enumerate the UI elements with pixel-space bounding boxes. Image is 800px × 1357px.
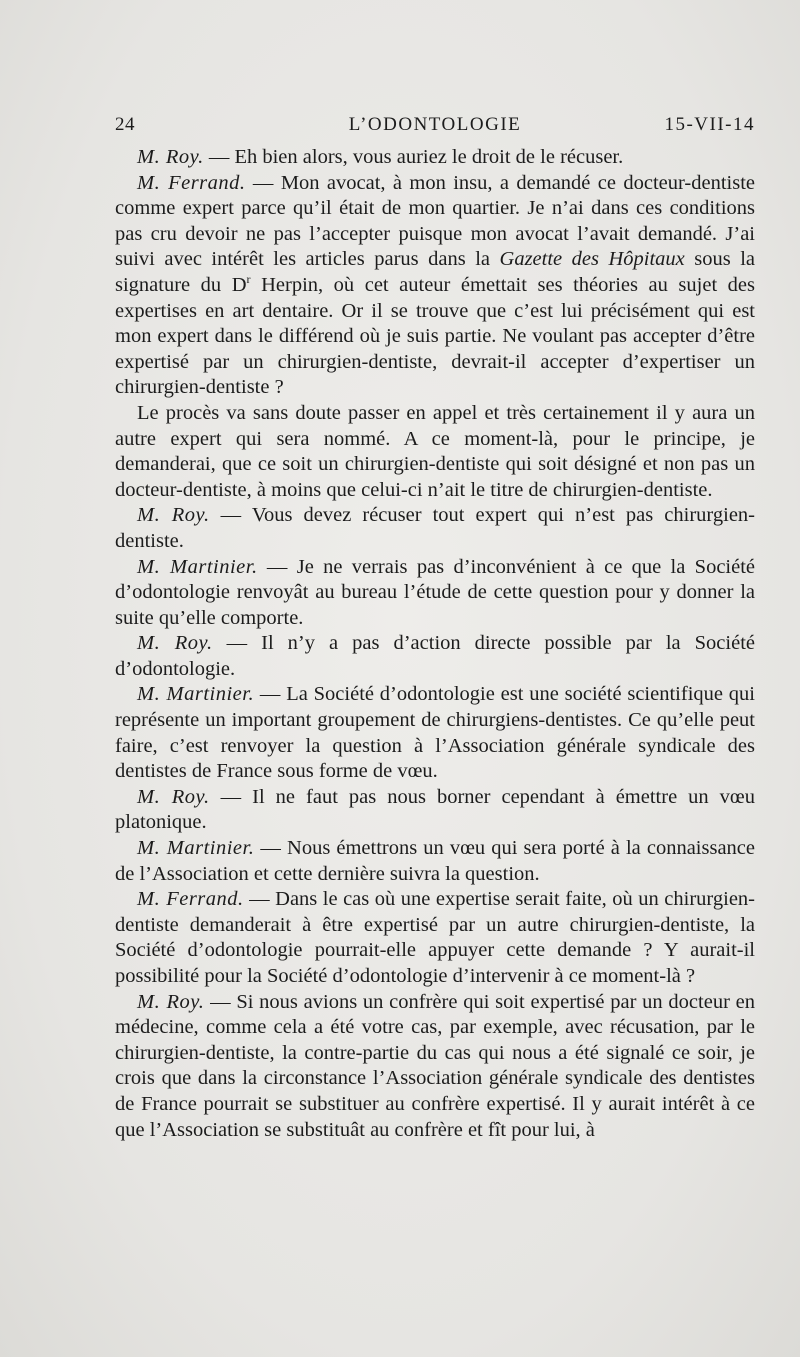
speaker-name: M. Roy. bbox=[137, 990, 205, 1013]
paragraph bbox=[115, 682, 755, 784]
paragraph bbox=[115, 631, 755, 682]
speaker-name: M. Roy. bbox=[137, 504, 210, 527]
paragraph bbox=[115, 555, 755, 632]
speaker-name: M. Roy. bbox=[137, 146, 204, 168]
speech-text: — Si nous avions un confrère qui soit expertisé par un docteur en médecine, comme cela a été votre cas, par exemple, avec récusation, par le chirurgien-dentiste, la contre-partie du cas qui nous a été signalé ce soir, je crois que dans la circonstance l’Association générale syndicale des dentistes de France pourrait se substituer au confrère expertisé. Il y aurait intérêt à ce que l’Association se substituât au confrère et fît pour lui, à bbox=[115, 990, 755, 1141]
speech-text: — Il ne faut pas nous borner cependant à émettre un vœu platonique. bbox=[115, 785, 755, 834]
speaker-name: M. Ferrand. bbox=[137, 888, 244, 911]
paragraph bbox=[115, 145, 755, 171]
speech-text: sous la signature du D bbox=[115, 248, 756, 296]
speaker-name: M. Martinier. bbox=[137, 837, 255, 860]
paragraph bbox=[115, 887, 755, 989]
speech-text: Le procès va sans doute passer en appel et très certainement il y aura un autre expert qui sera nommé. A ce moment-là, pour le principe, je demanderai, que ce soit un chirurgien-dentiste qui soit désigné et non pas un docteur-dentiste, à moins que celui-ci n’ait le titre de chirurgien-dentiste. bbox=[115, 401, 755, 501]
speech-text: — Dans le cas où une expertise serait faite, où un chirurgien-dentiste demanderait à être expertisé par un autre chirurgien-dentiste, la Société d’odontologie pourrait-elle appuyer cette demande ? Y aurait-il possibilité pour la Société d’odontologie d’intervenir à ce moment-là ? bbox=[115, 888, 755, 987]
speaker-name: M. Martinier. bbox=[137, 555, 258, 578]
publication-title: Gazette des Hôpitaux bbox=[499, 248, 685, 271]
speech-text: — Mon avocat, à mon insu, a demandé ce docteur-dentiste comme expert parce qu’il était de mon quartier. Je n’ai dans ces conditions pas cru devoir ne pas l’accepter puisque mon avocat l’avait demandé. J’ai suivi avec intérêt les articles parus dans la bbox=[115, 171, 756, 271]
speaker-name: M. Roy. bbox=[137, 632, 213, 655]
paragraph bbox=[115, 785, 755, 836]
body-text bbox=[115, 145, 755, 1143]
superscript: r bbox=[246, 272, 251, 287]
issue-date: 15-VII-14 bbox=[664, 114, 755, 135]
page-number: 24 bbox=[115, 114, 135, 135]
speaker-name: M. Roy. bbox=[137, 785, 210, 808]
speaker-name: M. Ferrand. bbox=[137, 171, 246, 194]
paragraph bbox=[115, 171, 755, 401]
speech-text: — Il n’y a pas d’action directe possible par la Société d’odontologie. bbox=[115, 632, 755, 680]
paragraph bbox=[115, 503, 755, 554]
speaker-name: M. Martinier. bbox=[137, 683, 255, 706]
paragraph bbox=[115, 401, 755, 503]
speech-text: — Nous émettrons un vœu qui sera porté à la connaissance de l’Association et cette dernière suivra la question. bbox=[115, 837, 755, 885]
paragraph bbox=[115, 990, 755, 1144]
speech-text: Herpin, où cet auteur émettait ses théories au sujet des expertises en art dentaire. Or il se trouve que c’est lui précisément qui est mon expert dans le différend où je suis partie. Ne voulant pas accepter d’être expertisé par un chirurgien-dentiste, devrait-il accepter d’expertiser un chirurgien-dentiste ? bbox=[115, 273, 756, 399]
speech-text: — La Société d’odontologie est une société scientifique qui représente un important groupement de chirurgiens-dentistes. Ce qu’elle peut faire, c’est renvoyer la question à l’Association générale syndicale des dentistes de France sous forme de vœu. bbox=[115, 683, 755, 783]
running-header bbox=[115, 114, 755, 138]
speech-text: — Vous devez récuser tout expert qui n’est pas chirurgien-dentiste. bbox=[115, 504, 755, 552]
speech-text: — Je ne verrais pas d’inconvénient à ce que la Société d’odontologie renvoyât au bureau l’étude de cette question pour y donner la suite qu’elle comporte. bbox=[115, 555, 756, 629]
journal-title: L’ODONTOLOGIE bbox=[348, 114, 522, 135]
paragraph bbox=[115, 836, 755, 887]
speech-text: — Eh bien alors, vous auriez le droit de le récuser. bbox=[203, 146, 624, 168]
